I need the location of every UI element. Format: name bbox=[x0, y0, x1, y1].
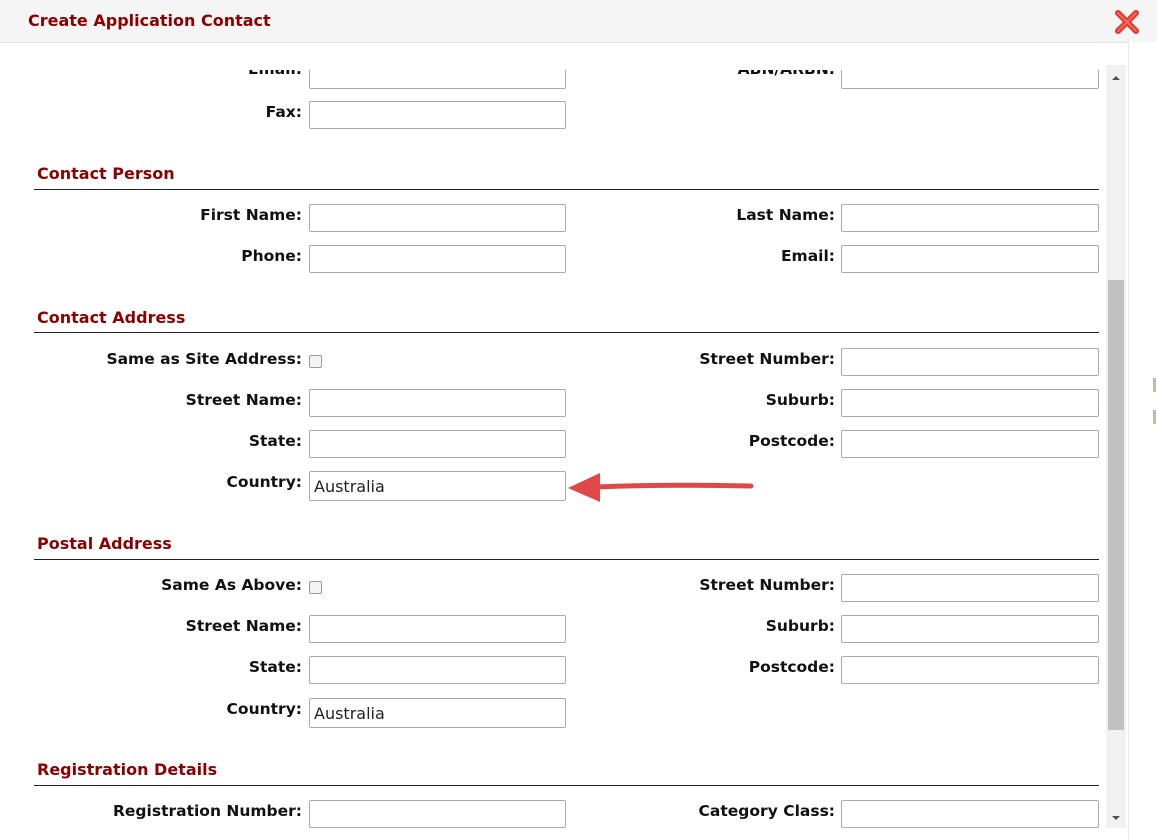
vertical-scrollbar[interactable] bbox=[1106, 65, 1126, 828]
edge-mark bbox=[1153, 378, 1156, 392]
fax-label: Fax: bbox=[265, 103, 302, 121]
same-as-above-checkbox[interactable] bbox=[309, 581, 322, 594]
street-name-field[interactable] bbox=[309, 389, 566, 417]
postal-suburb-field[interactable] bbox=[841, 615, 1099, 643]
postal-suburb-label: Suburb: bbox=[765, 617, 835, 635]
postal-state-field[interactable] bbox=[309, 656, 566, 684]
postal-street-name-label: Street Name: bbox=[185, 617, 302, 635]
phone-label: Phone: bbox=[241, 247, 302, 265]
registration-details-heading: Registration Details bbox=[37, 760, 218, 779]
last-name-field[interactable] bbox=[841, 204, 1099, 232]
last-name-label: Last Name: bbox=[736, 206, 835, 224]
dialog-body bbox=[0, 43, 1100, 840]
same-as-site-checkbox[interactable] bbox=[309, 355, 322, 368]
postcode-field[interactable] bbox=[841, 430, 1099, 458]
same-as-site-label: Same as Site Address: bbox=[106, 350, 302, 368]
category-class-field[interactable] bbox=[841, 800, 1099, 828]
first-name-field[interactable] bbox=[309, 204, 566, 232]
postcode-label: Postcode: bbox=[748, 432, 835, 450]
phone-field[interactable] bbox=[309, 245, 566, 273]
street-number-field[interactable] bbox=[841, 348, 1099, 376]
registration-number-label: Registration Number: bbox=[112, 802, 302, 820]
scroll-up-arrow-icon[interactable] bbox=[1106, 69, 1126, 85]
category-class-label: Category Class: bbox=[698, 802, 835, 820]
contact-email-label: Email: bbox=[780, 247, 835, 265]
suburb-label: Suburb: bbox=[765, 391, 835, 409]
registration-number-field[interactable] bbox=[309, 800, 566, 828]
section-divider bbox=[34, 785, 1099, 786]
postal-state-label: State: bbox=[248, 658, 302, 676]
street-name-label: Street Name: bbox=[185, 391, 302, 409]
page-edge bbox=[1128, 42, 1157, 840]
dialog-title-bar bbox=[0, 0, 1157, 43]
street-number-label: Street Number: bbox=[699, 350, 835, 368]
contact-person-heading: Contact Person bbox=[37, 164, 175, 183]
postal-street-number-label: Street Number: bbox=[699, 576, 835, 594]
close-icon[interactable] bbox=[1114, 9, 1140, 35]
fax-field[interactable] bbox=[309, 101, 566, 129]
postal-postcode-field[interactable] bbox=[841, 656, 1099, 684]
section-divider bbox=[34, 332, 1099, 333]
suburb-field[interactable] bbox=[841, 389, 1099, 417]
state-label: State: bbox=[248, 432, 302, 450]
postal-country-field[interactable] bbox=[309, 698, 566, 728]
postal-address-heading: Postal Address bbox=[37, 534, 172, 553]
section-divider bbox=[34, 559, 1099, 560]
postal-street-number-field[interactable] bbox=[841, 574, 1099, 602]
state-field[interactable] bbox=[309, 430, 566, 458]
edge-mark bbox=[1153, 410, 1156, 424]
same-as-above-label: Same As Above: bbox=[161, 576, 302, 594]
scrollbar-thumb[interactable] bbox=[1108, 280, 1124, 730]
dialog-title: Create Application Contact bbox=[28, 11, 271, 30]
section-divider bbox=[34, 189, 1099, 190]
country-label: Country: bbox=[226, 473, 302, 491]
first-name-label: First Name: bbox=[200, 206, 302, 224]
scroll-down-arrow-icon[interactable] bbox=[1106, 810, 1126, 826]
scroll-clip bbox=[0, 43, 1100, 70]
postal-country-label: Country: bbox=[226, 700, 302, 718]
contact-email-field[interactable] bbox=[841, 245, 1099, 273]
contact-address-heading: Contact Address bbox=[37, 308, 186, 327]
country-field[interactable] bbox=[309, 471, 566, 501]
postal-street-name-field[interactable] bbox=[309, 615, 566, 643]
postal-postcode-label: Postcode: bbox=[748, 658, 835, 676]
